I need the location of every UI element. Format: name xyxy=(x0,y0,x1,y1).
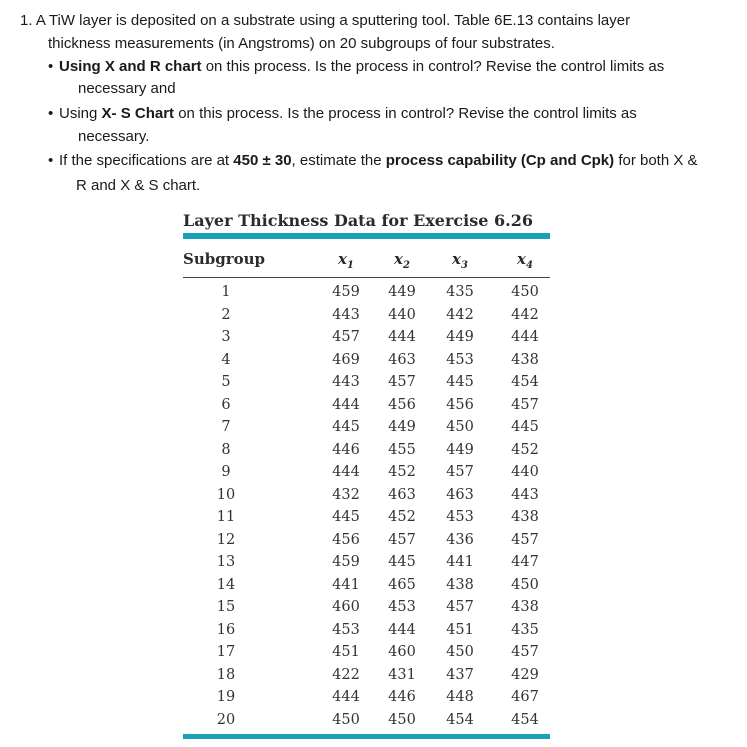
thickness-value-x4: 429 xyxy=(511,666,539,683)
thickness-value-x4: 442 xyxy=(511,306,539,323)
table-row xyxy=(183,622,550,645)
thickness-value-x4: 440 xyxy=(511,464,539,480)
table-row xyxy=(183,599,550,622)
subgroup-number: 2 xyxy=(221,306,231,323)
table-row xyxy=(183,689,550,712)
subgroup-number: 4 xyxy=(221,351,231,368)
thickness-value-x2: 465 xyxy=(388,576,416,593)
table-row xyxy=(183,667,550,690)
thickness-value-x3: 457 xyxy=(446,599,474,615)
thickness-value-x3: 438 xyxy=(446,576,474,593)
table-row xyxy=(183,307,550,330)
thickness-value-x2: 452 xyxy=(388,464,416,480)
thickness-value-x4: 438 xyxy=(511,599,539,615)
table-row xyxy=(183,509,550,532)
thickness-value-x1: 444 xyxy=(332,464,360,480)
thickness-value-x1: 446 xyxy=(332,441,360,458)
thickness-value-x1: 432 xyxy=(332,486,360,503)
bullet-2-rest: on this process. Is the process in control? Revise the control limits as xyxy=(174,105,637,122)
thickness-value-x4: 445 xyxy=(511,419,539,435)
thickness-value-x3: 450 xyxy=(446,419,474,435)
bullet-3-rest: for both X & xyxy=(614,152,698,169)
header-x2-symbol: x xyxy=(394,250,403,268)
thickness-value-x4: 450 xyxy=(511,284,539,300)
thickness-value-x3: 454 xyxy=(446,711,474,728)
thickness-value-x3: 453 xyxy=(446,509,474,525)
table-row xyxy=(183,419,550,442)
thickness-value-x3: 436 xyxy=(446,531,474,548)
header-divider xyxy=(183,277,550,278)
thickness-value-x1: 444 xyxy=(332,689,360,705)
table-row xyxy=(183,577,550,600)
bullet-3-mid: , estimate the xyxy=(291,152,386,169)
thickness-value-x1: 453 xyxy=(332,621,360,638)
thickness-value-x2: 457 xyxy=(388,531,416,548)
header-x4-symbol: x xyxy=(517,250,526,268)
subgroup-number: 17 xyxy=(216,644,236,660)
bullet-1-rest: on this process. Is the process in control? Revise the control limits as xyxy=(201,58,665,75)
thickness-value-x1: 445 xyxy=(332,419,360,435)
subgroup-number: 14 xyxy=(216,576,236,593)
subgroup-number: 1 xyxy=(221,284,231,300)
question-line-1: 1. A TiW layer is deposited on a substrate using a sputtering tool. Table 6E.13 contains layer xyxy=(20,12,631,29)
bullet-3-marker: • xyxy=(48,152,54,169)
subgroup-number: 20 xyxy=(216,711,236,728)
thickness-value-x3: 435 xyxy=(446,284,474,300)
bullet-1-marker: • xyxy=(48,58,54,75)
bullet-2-bold: X- S Chart xyxy=(101,105,175,122)
bullet-3-pre: If the specifications are at xyxy=(59,152,234,169)
thickness-value-x4: 438 xyxy=(511,509,539,525)
thickness-value-x4: 454 xyxy=(511,374,539,390)
thickness-value-x1: 422 xyxy=(332,666,360,683)
table-row xyxy=(183,712,550,735)
thickness-value-x4: 444 xyxy=(511,329,539,345)
header-x1-symbol: x xyxy=(338,250,347,268)
thickness-value-x1: 460 xyxy=(332,599,360,615)
table-row xyxy=(183,554,550,577)
thickness-value-x2: 440 xyxy=(388,306,416,323)
bullet-3-text xyxy=(59,151,698,171)
thickness-value-x3: 449 xyxy=(446,329,474,345)
thickness-value-x2: 460 xyxy=(388,644,416,660)
thickness-value-x3: 441 xyxy=(446,554,474,570)
thickness-value-x4: 457 xyxy=(511,644,539,660)
thickness-value-x4: 447 xyxy=(511,554,539,570)
table-row xyxy=(183,374,550,397)
bullet-2-line-2: necessary. xyxy=(78,128,150,145)
table-row xyxy=(183,442,550,465)
thickness-value-x3: 442 xyxy=(446,306,474,323)
thickness-value-x3: 457 xyxy=(446,464,474,480)
thickness-value-x3: 451 xyxy=(446,621,474,638)
header-x3-sub: 3 xyxy=(460,260,468,271)
thickness-value-x3: 453 xyxy=(446,351,474,368)
thickness-value-x1: 441 xyxy=(332,576,360,593)
thickness-value-x4: 457 xyxy=(511,396,539,413)
subgroup-number: 5 xyxy=(221,374,231,390)
thickness-value-x1: 459 xyxy=(332,554,360,570)
bullet-2-text xyxy=(59,104,637,124)
header-x2-sub: 2 xyxy=(402,260,410,271)
subgroup-number: 10 xyxy=(216,486,236,503)
thickness-value-x3: 463 xyxy=(446,486,474,503)
thickness-value-x1: 443 xyxy=(332,306,360,323)
thickness-value-x1: 444 xyxy=(332,396,360,413)
thickness-value-x1: 459 xyxy=(332,284,360,300)
thickness-value-x4: 457 xyxy=(511,531,539,548)
header-x4 xyxy=(505,250,545,271)
table-row xyxy=(183,352,550,375)
table-row xyxy=(183,644,550,667)
subgroup-number: 15 xyxy=(216,599,236,615)
header-x3-symbol: x xyxy=(452,250,461,268)
thickness-value-x2: 463 xyxy=(388,351,416,368)
subgroup-number: 13 xyxy=(216,554,236,570)
header-x1-sub: 1 xyxy=(346,260,354,271)
table-row xyxy=(183,329,550,352)
header-subgroup: Subgroup xyxy=(183,250,266,268)
thickness-value-x2: 453 xyxy=(388,599,416,615)
table-title: Layer Thickness Data for Exercise 6.26 xyxy=(183,211,533,230)
table-body xyxy=(183,284,550,734)
header-x4-sub: 4 xyxy=(525,260,533,271)
table-row xyxy=(183,487,550,510)
subgroup-number: 16 xyxy=(216,621,236,638)
thickness-value-x3: 450 xyxy=(446,644,474,660)
thickness-value-x4: 438 xyxy=(511,351,539,368)
thickness-value-x1: 450 xyxy=(332,711,360,728)
thickness-value-x4: 435 xyxy=(511,621,539,638)
table-row xyxy=(183,397,550,420)
thickness-value-x4: 452 xyxy=(511,441,539,458)
thickness-value-x3: 445 xyxy=(446,374,474,390)
thickness-value-x2: 445 xyxy=(388,554,416,570)
thickness-value-x1: 469 xyxy=(332,351,360,368)
bullet-1-text xyxy=(59,57,664,77)
thickness-value-x1: 451 xyxy=(332,644,360,660)
thickness-value-x3: 437 xyxy=(446,666,474,683)
thickness-value-x2: 457 xyxy=(388,374,416,390)
thickness-value-x4: 450 xyxy=(511,576,539,593)
header-x3 xyxy=(440,250,480,271)
thickness-value-x2: 450 xyxy=(388,711,416,728)
subgroup-number: 12 xyxy=(216,531,236,548)
thickness-value-x2: 456 xyxy=(388,396,416,413)
thickness-value-x2: 446 xyxy=(388,689,416,705)
thickness-value-x2: 431 xyxy=(388,666,416,683)
table-row xyxy=(183,464,550,487)
thickness-value-x2: 455 xyxy=(388,441,416,458)
bullet-1-line-2: necessary and xyxy=(78,80,176,97)
subgroup-number: 19 xyxy=(216,689,236,705)
thickness-value-x4: 467 xyxy=(511,689,539,705)
thickness-value-x3: 448 xyxy=(446,689,474,705)
subgroup-number: 18 xyxy=(216,666,236,683)
subgroup-number: 6 xyxy=(221,396,231,413)
table-top-rule xyxy=(183,233,550,239)
subgroup-number: 11 xyxy=(216,509,236,525)
table-row xyxy=(183,284,550,307)
thickness-value-x3: 449 xyxy=(446,441,474,458)
bullet-3-bold-spec: 450 ± 30 xyxy=(233,152,292,169)
subgroup-number: 7 xyxy=(221,419,231,435)
bullet-2-marker: • xyxy=(48,105,54,122)
header-x1 xyxy=(326,250,366,271)
thickness-value-x1: 445 xyxy=(332,509,360,525)
thickness-value-x2: 452 xyxy=(388,509,416,525)
table-row xyxy=(183,532,550,555)
thickness-value-x2: 463 xyxy=(388,486,416,503)
header-x2 xyxy=(382,250,422,271)
question-line-2: thickness measurements (in Angstroms) on 20 subgroups of four substrates. xyxy=(48,35,555,52)
bullet-3-bold-capability: process capability (Cp and Cpk) xyxy=(385,152,615,169)
subgroup-number: 3 xyxy=(221,329,231,345)
bullet-2-pre: Using xyxy=(59,105,102,122)
thickness-value-x2: 444 xyxy=(388,329,416,345)
thickness-value-x3: 456 xyxy=(446,396,474,413)
thickness-value-x2: 449 xyxy=(388,284,416,300)
table-bottom-rule xyxy=(183,734,550,739)
thickness-value-x2: 449 xyxy=(388,419,416,435)
subgroup-number: 8 xyxy=(221,441,231,458)
thickness-value-x1: 457 xyxy=(332,329,360,345)
bullet-3-line-2: R and X & S chart. xyxy=(76,177,201,194)
thickness-value-x1: 456 xyxy=(332,531,360,548)
thickness-value-x4: 454 xyxy=(511,711,539,728)
thickness-value-x1: 443 xyxy=(332,374,360,390)
subgroup-number: 9 xyxy=(221,464,231,480)
thickness-value-x2: 444 xyxy=(388,621,416,638)
thickness-value-x4: 443 xyxy=(511,486,539,503)
bullet-1-bold: Using X and R chart xyxy=(59,58,202,75)
